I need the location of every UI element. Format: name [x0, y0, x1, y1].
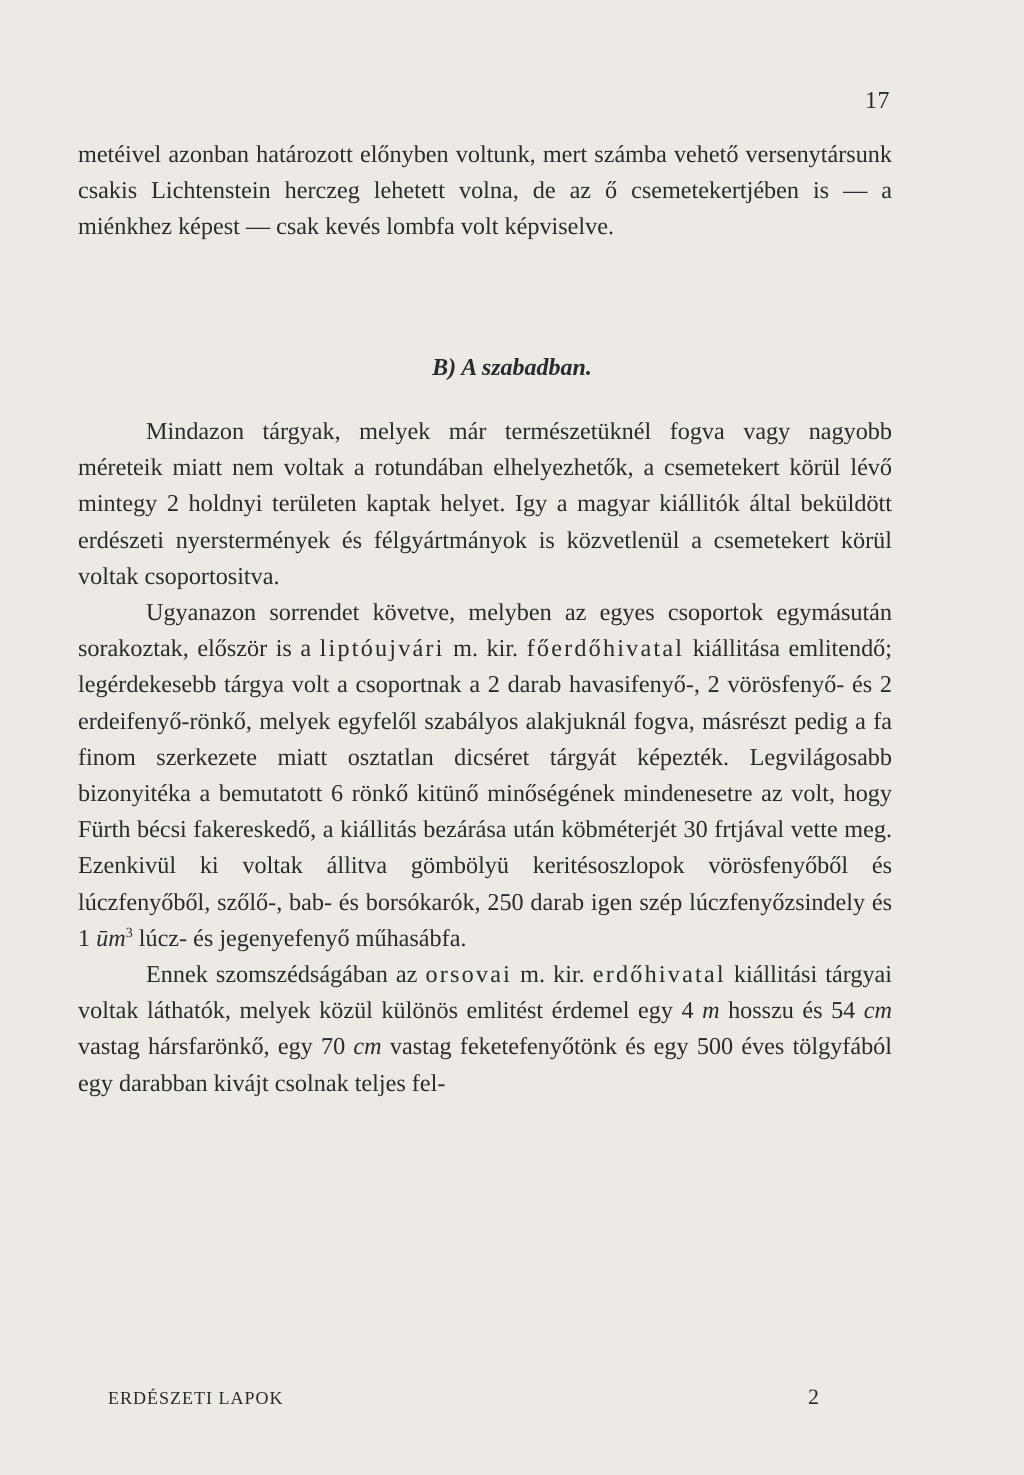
unit-cm-1: cm [863, 997, 892, 1025]
paragraph-2-text-mid: m. kir. [444, 635, 527, 663]
liptoujvari-text: liptóujvári [319, 635, 445, 663]
opening-paragraph: metéivel azonban határozott előnyben voltunk, mert számba vehető versenytársunk csakis Lichtenstein herczeg lehetett volna, de az ő csemetekertjében is — a miénkhez képest — csak kevés lombfa volt képviselve. [78, 141, 892, 241]
paragraph-2-text-end: lúcz- és jegenyefenyő műhasábfa. [132, 924, 467, 952]
footer-sheet-number: 2 [808, 1384, 820, 1409]
unit-m: m [702, 997, 720, 1025]
paragraph-3-text-start: Ennek szomszédságában az [146, 961, 426, 989]
paragraph-3 [78, 957, 892, 1102]
paragraph-1: Mindazon tárgyak, melyek már természetüknél fogva vagy nagyobb méreteik miatt nem voltak a rotundában elhelyezhetők, a csemetekert körül lévő mintegy 2 holdnyi területen kaptak helyet. Igy a magyar kiállitók által beküldött erdészeti nyerstermények és félgyártmányok is közvetlenül a csemetekert körül voltak csoportositva. [78, 418, 892, 590]
foerdohivatal-text: főerdőhivatal [526, 635, 685, 663]
page-number: 17 [865, 88, 890, 114]
erdohivatal-text: erdőhivatal [592, 961, 726, 989]
paragraph-3-text-4: vastag feketefenyőtönk és egy 500 éves tölgyfából egy darabban kivájt csolnak teljes fel- [78, 1033, 892, 1097]
paragraph-3-text-3: vastag hársfarönkő, egy 70 [78, 1033, 354, 1061]
unit-superscript: 3 [125, 925, 133, 941]
paragraph-2 [78, 595, 892, 957]
unit-text: ūm [96, 924, 126, 952]
unit-cm-2: cm [353, 1033, 382, 1061]
paragraph-3-text-mid: m. kir. [512, 961, 593, 989]
footer-publication-name: ERDÉSZETI LAPOK [108, 1388, 284, 1408]
body-text [78, 414, 892, 1102]
paragraph-3-text-2: hosszu és 54 [719, 997, 864, 1025]
section-heading: B) A szabadban. [432, 355, 592, 381]
paragraph-3-text-1: kiállitási tárgyai voltak láthatók, melyek közül különös emlitést érdemel egy 4 [78, 961, 892, 1025]
paragraph-2-text-after: kiállitása emlitendő; legérdekesebb tárgya volt a csoportnak a 2 darab havasifenyő-, 2 vörösfenyő- és 2 erdeifenyő-rönkő, melyek egyfelől szabályos alakjuknál fogva, másrészt pedig a fa finom szerkezete miatt osztatlan dicséret tárgyát képezték. Legvilágosabb bizonyitéka a bemutatott 6 rönkő kitünő minőségének mindenesetre az volt, hogy Fürth bécsi fakereskedő, a kiállitás bezárása után köbméterjét 30 frtjával vette meg. Ezenkivül ki voltak állitva gömbölyü keritésoszlopok vörösfenyőből és lúczfenyőből, szőlő-, bab- és borsókarók, 250 darab igen szép lúczfenyőzsindely és 1 [78, 635, 892, 952]
orsovai-text: orsovai [425, 961, 513, 989]
paragraph-2-text-start: Ugyanazon sorrendet követve, melyben az egyes csoportok egymásután sorakoztak, először is a [78, 599, 892, 663]
